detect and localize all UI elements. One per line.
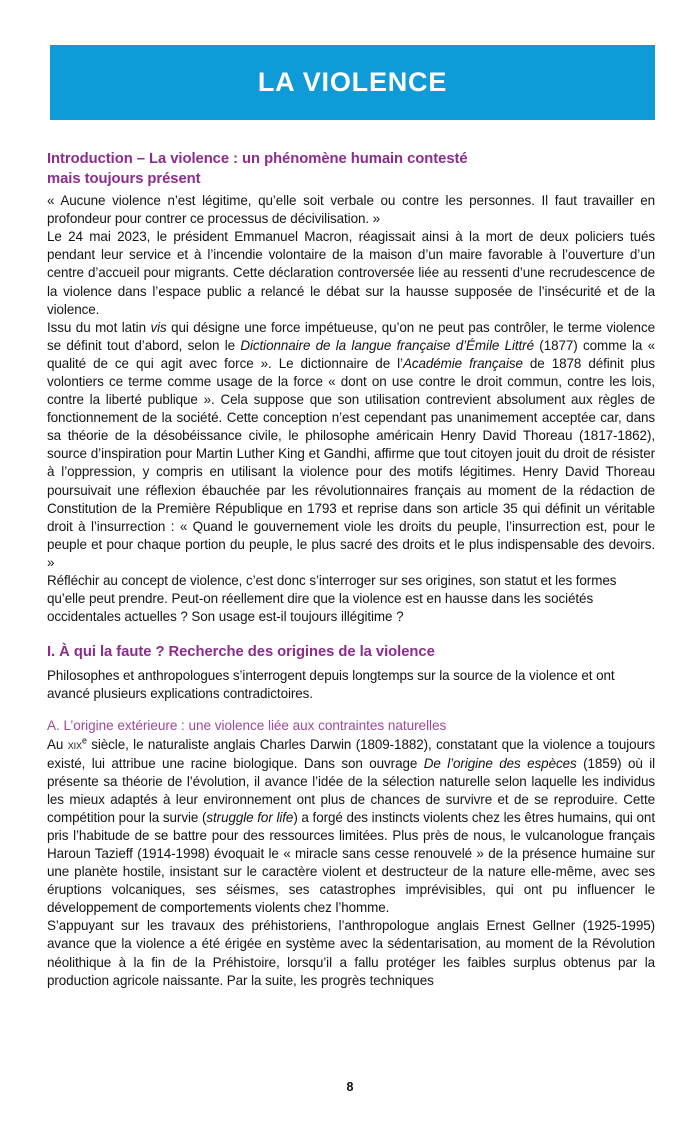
content-column <box>47 150 655 990</box>
paragraph-darwin-tazieff <box>47 736 655 917</box>
etymology-text-2: qui désigne une force impétueuse, qu’on ne peut pas contrôler, le terme violence se définit tout d’abord, selon le <box>47 319 655 353</box>
subsection-a-heading: A. L’origine extérieure : une violence liée aux contraintes naturelles <box>47 717 447 733</box>
darwin-italic-struggle-for-life: struggle for life <box>206 809 294 825</box>
darwin-text-2: (1859) où il présente sa théorie de l’évolution, il avance l’idée de la sélection naturelle selon laquelle les individus les mieux adaptés à leur environnement ont plus de chances de survivre et de se reproduire. Cette compétition pour la survie ( <box>47 755 656 825</box>
introduction-heading <box>47 150 655 189</box>
section-1-heading: I. À qui la faute ? Recherche des origines de la violence <box>47 644 435 661</box>
page-number: 8 <box>346 1080 354 1094</box>
etymology-text-1: Issu du mot latin <box>47 319 151 335</box>
darwin-century-ordinal: e <box>81 735 87 746</box>
paragraph-etymology <box>47 319 655 572</box>
paragraph-problematic: Réfléchir au concept de violence, c’est donc s’interroger sur ses origines, son statut et les formes qu’elle peut prendre. Peut-on réellement dire que la violence est en hausse dans les sociétés occidentales actuelles ? Son usage est-il toujours illégitime ? <box>47 573 617 625</box>
etymology-text-3: (1877) comme la « qualité de ce qui agit avec force ». Le dictionnaire de l’ <box>47 337 655 371</box>
paragraph-macron-quote: « Aucune violence n’est légitime, qu’elle soit verbale ou contre les personnes. Il faut travailler en profondeur pour contrer ce processus de décivilisation. » <box>47 193 655 227</box>
paragraph-macron-context: Le 24 mai 2023, le président Emmanuel Macron, réagissait ainsi à la mort de deux policiers tués pendant leur service et à l’incendie volontaire de la maison d’un maire favorable à l’ouverture d’un centre d’accueil pour migrants. Cette déclaration controversée liée au ressenti d’une recrudescence de la violence dans l’espace public a relancé le débat sur la hausse supposée de l’insécurité et de la violence. <box>47 229 655 317</box>
paragraph-gellner: S’appuyant sur les travaux des préhistoriens, l’anthropologue anglais Ernest Gellner (1925-1995) avance que la violence a été érigée en système avec la sédentarisation, au moment de la Révolution néolithique à la fin de la Préhistoire, lorsqu’il a fallu protéger les faibles surplus obtenus par la production agricole naissante. Par la suite, les progrès techniques <box>47 918 655 988</box>
etymology-text-4: de 1878 définit plus volontiers ce terme comme usage de la force « dont on use contre le droit commun, contre les lois, contre la liberté publique ». Cela suppose que son utilisation contrevient absolument aux règles de fonctionnement de la société. Cette conception n’est cependant pas unanimement acceptée car, dans sa théorie de la désobéissance civile, le philosophe américain Henry David Thoreau (1817-1862), source d’inspiration pour Martin Luther King et Gandhi, affirme que tout citoyen jouit du droit de résister à l’oppression, y compris en utilisant la violence pour des motifs légitimes. Henry David Thoreau poursuivait une réflexion ébauchée par les révolutionnaires français au moment de la rédaction de Constitution de la Première République en 1793 et reprise dans son article 35 qui définit un véritable droit à l’insurrection : « Quand le gouvernement viole les droits du peuple, l’insurrection est, pour le peuple et pour chaque portion du peuple, le plus sacré des droits et le plus indispensable des devoirs. » <box>47 355 655 570</box>
darwin-text-3: ) a forgé des instincts violents chez les êtres humains, qui ont pris l’habitude de se battre pour des ressources limitées. Plus près de nous, le vulcanologue français Haroun Tazieff (1914-1998) évoquait le « miracle sans cesse renouvelé » de la présence humaine sur une planète hostile, insistant sur le caractère violent et destructeur de la nature elle-même, avec ses éruptions volcaniques, ses séismes, ses catastrophes imprévisibles, qui ont pu influencer le développement de comportements violents chez l’homme. <box>47 809 655 916</box>
darwin-century-smallcaps: xix <box>67 737 82 753</box>
introduction-heading-line1: Introduction – La violence : un phénomène humain contesté <box>47 151 468 167</box>
page-footer <box>0 1078 700 1096</box>
etymology-italic-vis: vis <box>150 319 167 335</box>
paragraph-section-1-intro: Philosophes et anthropologues s’interrogent depuis longtemps sur la source de la violence et ont avancé plusieurs explications contradictoires. <box>47 667 615 701</box>
chapter-banner <box>50 45 655 120</box>
darwin-text-prefix: Au <box>47 737 68 753</box>
introduction-heading-line2: mais toujours présent <box>47 170 201 187</box>
etymology-italic-academie: Académie française <box>402 355 523 371</box>
chapter-title: LA VIOLENCE <box>257 67 448 97</box>
etymology-italic-littre: Dictionnaire de la langue française d’Émile Littré <box>240 337 534 353</box>
darwin-italic-book-title: De l’origine des espèces <box>423 755 577 771</box>
darwin-text-1: siècle, le naturaliste anglais Charles Darwin (1809-1882), constatant que la violence a toujours existé, lui attribue une racine biologique. Dans son ouvrage <box>47 737 655 771</box>
